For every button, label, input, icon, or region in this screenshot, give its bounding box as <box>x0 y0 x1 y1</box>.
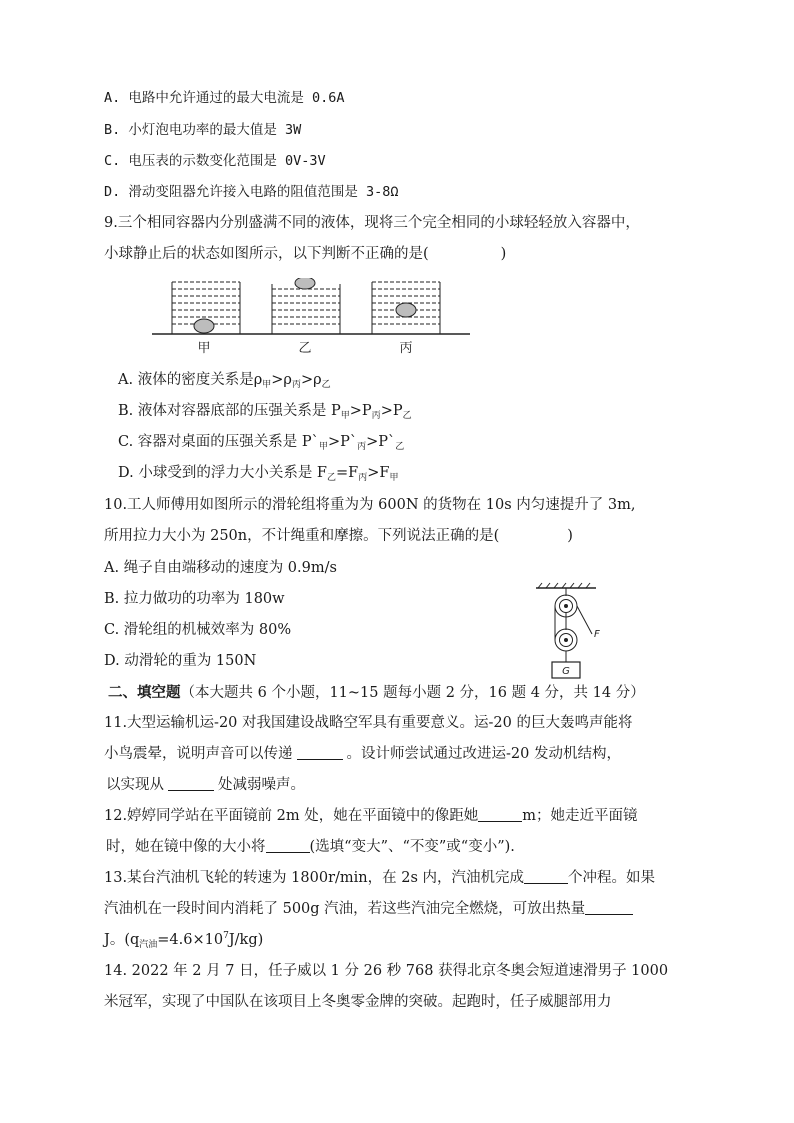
q8-option-b: B. 小灯泡电功率的最大值是 3W <box>104 122 302 138</box>
q11-stem-line1: 11.大型运输机运-20 对我国建设战略空军具有重要意义。运-20 的巨大轰鸣声能将 <box>104 715 633 731</box>
q8-option-a: A. 电路中允许通过的最大电流是 0.6A <box>104 90 345 106</box>
q10-stem-line1: 10.工人师傅用如图所示的滑轮组将重为为 600N 的货物在 10s 内匀速提升了 3m, <box>104 497 636 513</box>
q14-stem-line1: 14. 2022 年 2 月 7 日，任子威以 1 分 26 秒 768 获得北京冬奥会短道速滑男子 1000 <box>104 963 669 979</box>
container-bing <box>372 282 440 334</box>
q9-option-b: B. 液体对容器底部的压强关系是 $P_甲>P_丙>P_乙$ <box>118 403 412 421</box>
q13-stem-line2: 汽油机在一段时间内消耗了 500g 汽油，若这些汽油完全燃烧，可放出热量 <box>104 899 633 919</box>
q11-stem-line3: 以实现从 处减弱噪声。 <box>106 777 305 793</box>
q10-option-b: B. 拉力做功的功率为 180w <box>104 591 285 607</box>
q12-stem-line2: 时，她在镜中像的大小将 (选填“变大”、“不变”或“变小”). <box>106 839 515 855</box>
q10-pulley-figure <box>532 582 612 680</box>
container-jia <box>172 282 240 334</box>
q9-stem-line1: 9.三个相同容器内分别盛满不同的液体，现将三个完全相同的小球轻轻放入容器中， <box>104 215 640 231</box>
q10-option-d: D. 动滑轮的重为 150N <box>104 653 257 669</box>
section2-header: 二、填空题（本大题共 6 个小题，11~15 题每小题 2 分，16 题 4 分，共 14 分） <box>108 684 645 701</box>
q13-stem-line1: 13.某台汽油机飞轮的转速为 1800r/min，在 2s 内，汽油机完成 个冲程。如果 <box>104 870 655 886</box>
label-bing: 丙 <box>399 341 413 356</box>
q13-stem-line3: J。$(q_{汽油}=4.6\times 10^7J/kg)$ <box>104 931 264 950</box>
container-yi <box>272 278 340 334</box>
q9-option-a: A. 液体的密度关系是$\rho_甲>\rho_丙>\rho_乙$ <box>118 372 331 390</box>
q9-option-c: C. 容器对桌面的压强关系是 $P`_甲>P`_丙>P`_乙$ <box>118 434 405 452</box>
q10-option-a: A. 绳子自由端移动的速度为 0.9m/s <box>104 560 337 576</box>
q10-stem-line2: 所用拉力大小为 250n，不计绳重和摩擦。下列说法正确的是( ) <box>104 528 573 544</box>
q9-containers-figure <box>150 278 472 356</box>
label-jia: 甲 <box>197 341 211 356</box>
q8-option-c: C. 电压表的示数变化范围是 0V-3V <box>104 153 326 169</box>
label-yi: 乙 <box>298 341 312 356</box>
q14-stem-line2: 米冠军，实现了中国队在该项目上冬奥零金牌的突破。起跑时，任子威腿部用力 <box>104 994 612 1010</box>
q9-option-d: D. 小球受到的浮力大小关系是 $F_乙=F_丙>F_甲$ <box>118 465 399 483</box>
q8-option-d: D. 滑动变阻器允许接入电路的阻值范围是 3-8Ω <box>104 184 399 200</box>
q12-stem-line1: 12.婷婷同学站在平面镜前 2m 处，她在平面镜中的像距她 m；她走近平面镜 <box>104 808 638 824</box>
q9-stem-line2: 小球静止后的状态如图所示，以下判断不正确的是( ) <box>104 246 507 262</box>
q10-option-c: C. 滑轮组的机械效率为 80% <box>104 622 292 638</box>
label-force: F <box>594 629 600 640</box>
label-weight: G <box>562 666 570 677</box>
q11-stem-line2: 小鸟震晕，说明声音可以传递 。设计师尝试通过改进运-20 发动机结构， <box>104 746 621 762</box>
